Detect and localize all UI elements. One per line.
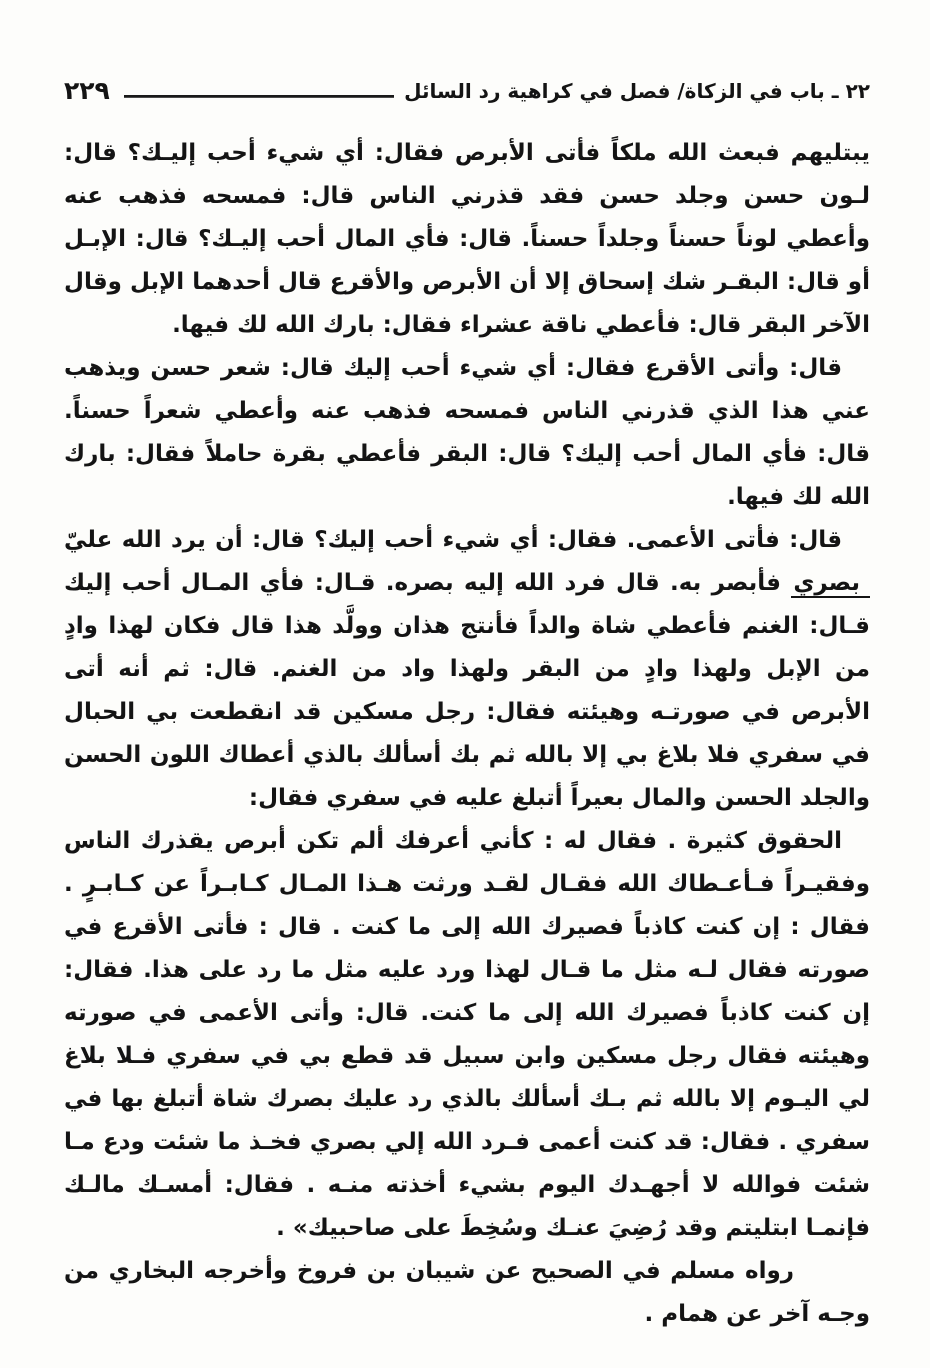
header-rule (124, 95, 394, 98)
page-header (64, 76, 870, 105)
page-number: ٢٢٩ (64, 76, 110, 105)
paragraph-blind-man-before: قال: فأتى الأعمى. فقال: أي شيء أحب إليك؟ قال: أن يرد الله عليّ (64, 527, 842, 553)
paragraph-bald-man: قال: وأتى الأقرع فقال: أي شيء أحب إليك قال: شعر حسن ويذهب عني هذا الذي قذرني الناس فمسحه فذهب عنه وأعطي شعراً حسناً. قال: فأي المال أحب إليك؟ قال: البقر فأعطي بقرة حاملاً فقال: بارك الله لك فيها. (64, 355, 870, 510)
paragraph-attribution: رواه مسلم في الصحيح عن شيبان بن فروخ وأخرجه البخاري من وجـه آخر عن همام . (64, 1258, 870, 1327)
underlined-word: بصري (791, 570, 870, 598)
paragraph-blind-man-after: فأبصر به. قال فرد الله إليه بصره. قـال: فأي المـال أحب إليك قـال: الغنم فأعطي شاة والداً فأنتج هذان وولَّد هذا قال فكان لهذا وادٍ من الإبل ولهذا وادٍ من البقر ولهذا واد من الغنم. قال: ثم أنه أتى الأبرص في صورتـه وهيئته فقال: رجل مسكين قد انقطعت بي الحبال في سفري فلا بلاغ بي إلا بالله ثم بك أسألك بالذي أعطاك اللون الحسن والجلد الحسن والمال بعيراً أتبلغ عليه في سفري فقال: (64, 570, 870, 811)
paragraph-continuation: يبتليهم فبعث الله ملكاً فأتى الأبرص فقال: أي شيء أحب إليـك؟ قال: لـون حسن وجلد حسن فقد قذرني الناس قال: فمسحه فذهب عنه وأعطي لوناً حسناً وجلداً حسناً. قال: فأي المال أحب إليـك؟ قال: الإبـل أو قال: البقـر شك إسحاق إلا أن الأبرص والأقرع قال أحدهما الإبل وقال الآخر البقر قال: فأعطي ناقة عشراء فقال: بارك الله لك فيها. (64, 140, 870, 338)
chapter-heading: ٢٢ ـ باب في الزكاة/ فصل في كراهية رد السائل (404, 78, 870, 103)
paragraph-blind-man (64, 519, 870, 820)
paragraph-test-of-three: الحقوق كثيرة . فقال له : كأني أعرفك ألم تكن أبرص يقذرك الناس وفقيـراً فـأعـطاك الله فقـال لقـد ورثت هـذا المـال كـابـراً عن كـابـرٍ . فقال : إن كنت كاذباً فصيرك الله إلى ما كنت . قال : فأتى الأقرع في صورته فقال لـه مثل ما قـال لهذا ورد عليه مثل ما رد على هذا. فقال: إن كنت كاذباً فصيرك الله إلى ما كنت. قال: وأتى الأعمى في صورته وهيئته فقال رجل مسكين وابن سبيل قد قطع بي في سفري فـلا بلاغ لي اليـوم إلا بالله ثم بـك أسألك بالذي رد عليك بصرك شاة أتبلغ بها في سفري . فقال: قد كنت أعمى فـرد الله إلي بصري فخـذ ما شئت ودع مـا شئت فوالله لا أجهـدك اليوم بشيء أخذته منـه . فقال: أمسـك مالـك فإنمـا ابتليتم وقد رُضِيَ عنـك وسُخِطَ على صاحبيك» . (64, 828, 870, 1241)
body-text (64, 132, 870, 1336)
